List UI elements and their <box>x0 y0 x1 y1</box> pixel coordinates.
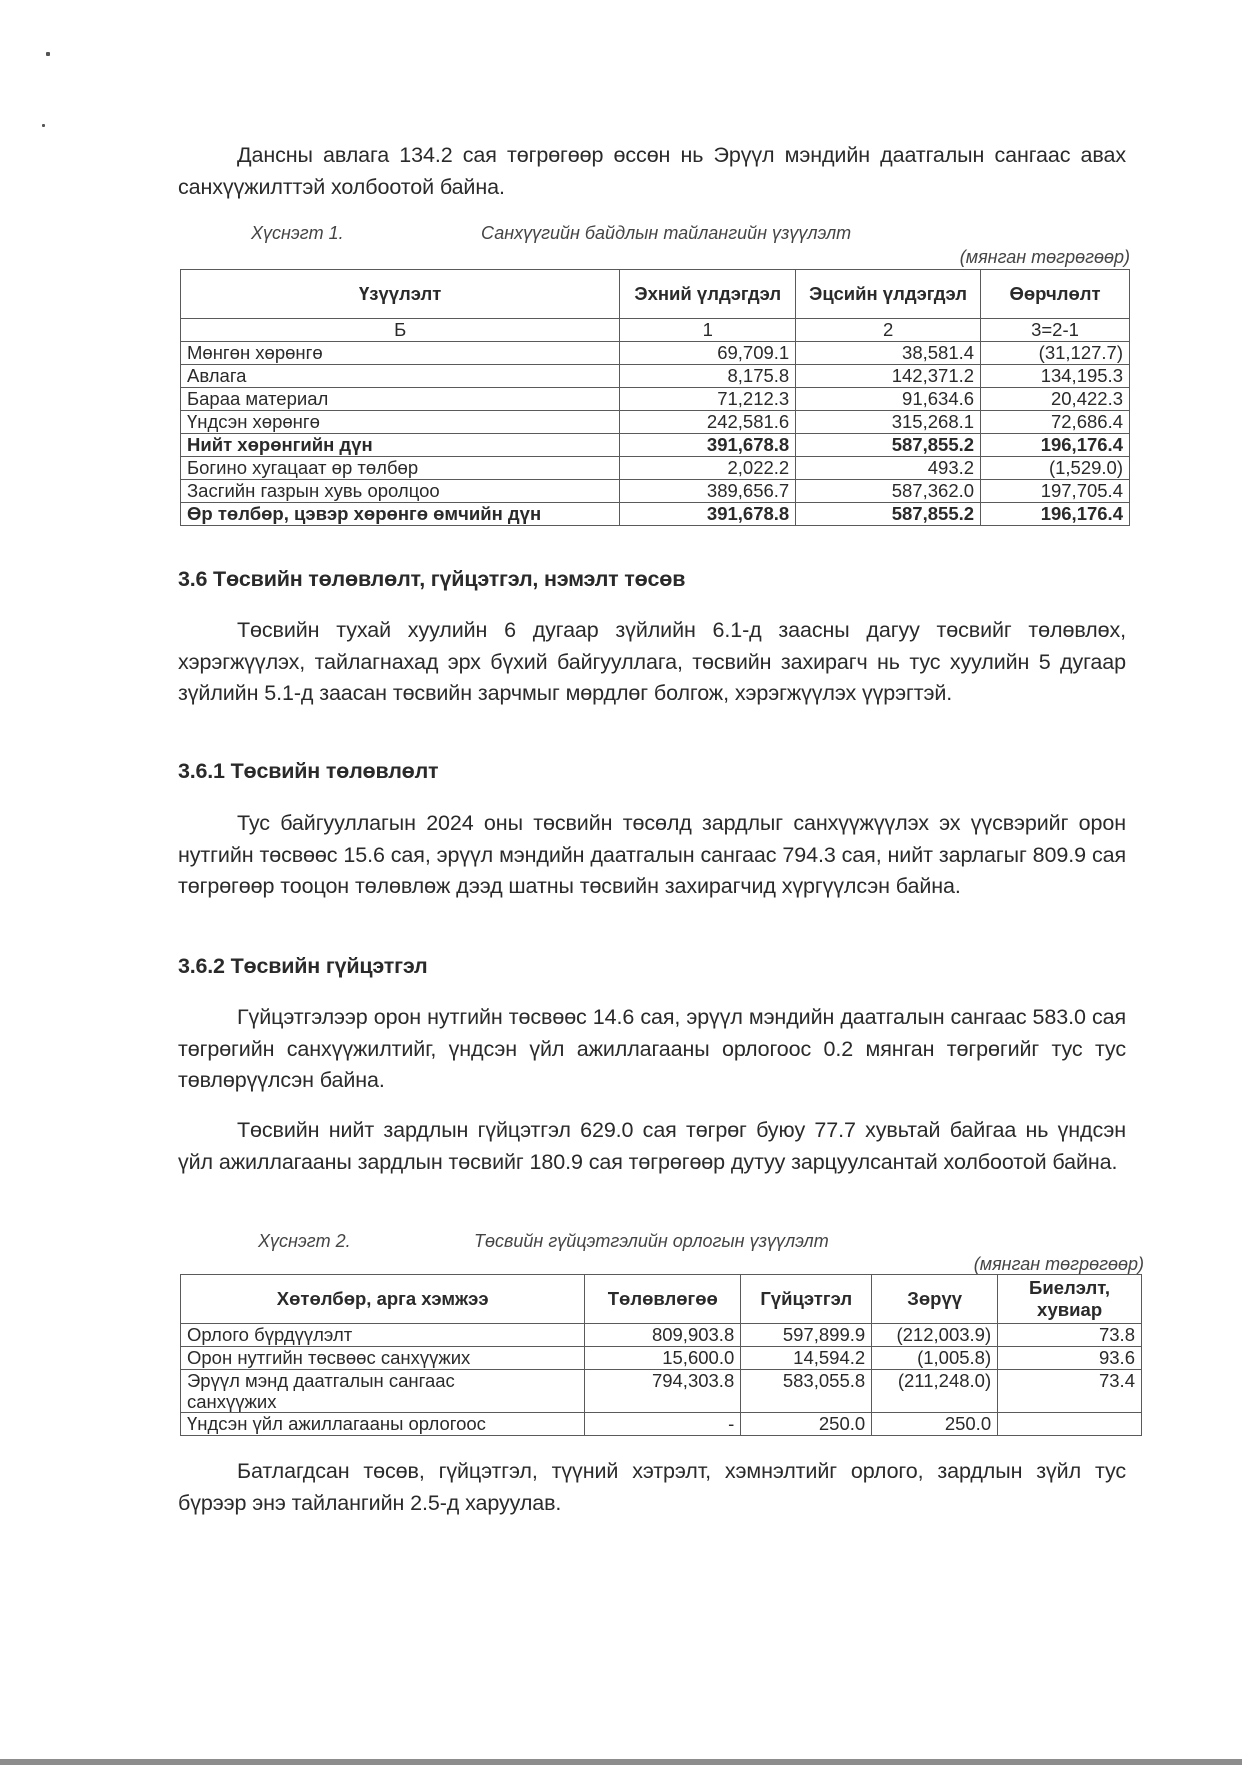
end-value: 587,362.0 <box>796 480 981 503</box>
row-name: Бараа материал <box>181 388 620 411</box>
end-value: 38,581.4 <box>796 342 981 365</box>
row-name: Богино хугацаат өр төлбөр <box>181 457 620 480</box>
closing-paragraph: Батлагдсан төсөв, гүйцэтгэл, түүний хэтрэлт, хэмнэлтийг орлого, зардлын зүйл тус бүрээр энэ тайлангийн 2.5-д харуулав. <box>178 1459 1126 1515</box>
section-3-6-2-paragraph-1: Гүйцэтгэлээр орон нутгийн төсвөөс 14.6 сая, эрүүл мэндийн даатгалын сангаас 583.0 сая төгрөгийн санхүүжилтийг, үндсэн үйл ажиллагааны орлогоос 0.2 мянган төгрөгийг тус тус төвлөрүүлсэн байна. <box>178 1005 1126 1092</box>
end-value: 587,855.2 <box>796 503 981 526</box>
actual-value: 583,055.8 <box>741 1370 872 1413</box>
change-value: 196,176.4 <box>981 503 1130 526</box>
row-name: Засгийн газрын хувь оролцоо <box>181 480 620 503</box>
intro-paragraph: Дансны авлага 134.2 сая төгрөгөөр өссөн нь Эрүүл мэндийн даатгалын сангаас авах санхүүжилттэй холбоотой байна. <box>178 143 1126 199</box>
header-start-balance: Эхний үлдэгдэл <box>620 270 796 319</box>
end-value: 142,371.2 <box>796 365 981 388</box>
section-3-6-paragraph: Төсвийн тухай хуулийн 6 дугаар зүйлийн 6.1-д заасны дагуу төсвийг төлөвлөх, хэрэгжүүлэх, тайлагнахад эрх бүхий байгууллага, төсвийн захирагч нь тус хуулийн 5 дугаар зүйлийн 5.1-д заасан төсвийн зарчмыг мөрдлөг болгож, хэрэгжүүлэх үүрэгтэй. <box>178 618 1126 705</box>
header-plan: Төлөвлөгөө <box>585 1275 741 1324</box>
section-3-6-2-paragraph-2: Төсвийн нийт зардлын гүйцэтгэл 629.0 сая төгрөг буюу 77.7 хувьтай байгаа нь үндсэн үйл ажиллагааны зардлын төсвийг 180.9 сая төгрөгөөр дутуу зарцуулсантай холбоотой байна. <box>178 1118 1126 1174</box>
change-value: (31,127.7) <box>981 342 1130 365</box>
table2-title: Төсвийн гүйцэтгэлийн орлогын үзүүлэлт <box>474 1231 829 1251</box>
table-row <box>181 1324 1142 1347</box>
actual-value: 597,899.9 <box>741 1324 872 1347</box>
end-value: 587,855.2 <box>796 434 981 457</box>
plan-value: - <box>585 1413 741 1436</box>
table-row <box>181 1347 1142 1370</box>
difference-value: 250.0 <box>872 1413 998 1436</box>
row-name: Орлого бүрдүүлэлт <box>181 1324 585 1347</box>
table-header-row <box>181 1275 1142 1324</box>
actual-value: 14,594.2 <box>741 1347 872 1370</box>
section-3-6-2-heading: 3.6.2 Төсвийн гүйцэтгэл <box>178 954 428 978</box>
budget-revenue-table <box>180 1274 1142 1436</box>
table1-label: Хүснэгт 1. <box>251 223 344 243</box>
row-name: Орон нутгийн төсвөөс санхүүжих <box>181 1347 585 1370</box>
start-value: 69,709.1 <box>620 342 796 365</box>
scan-artifact <box>46 52 50 56</box>
header-indicator: Үзүүлэлт <box>181 270 620 319</box>
row-name: Авлага <box>181 365 620 388</box>
table-index-row <box>181 319 1130 342</box>
row-name: Өр төлбөр, цэвэр хөрөнгө өмчийн дүн <box>181 503 620 526</box>
percent-value: 93.6 <box>998 1347 1142 1370</box>
start-value: 391,678.8 <box>620 503 796 526</box>
row-name: Эрүүл мэнд даатгалын сангаас санхүүжих <box>181 1370 585 1413</box>
table-row <box>181 388 1130 411</box>
change-value: 134,195.3 <box>981 365 1130 388</box>
percent-value: 73.8 <box>998 1324 1142 1347</box>
index-cell: 1 <box>620 319 796 342</box>
section-3-6-1-heading: 3.6.1 Төсвийн төлөвлөлт <box>178 759 439 783</box>
plan-value: 15,600.0 <box>585 1347 741 1370</box>
percent-value <box>998 1413 1142 1436</box>
plan-value: 794,303.8 <box>585 1370 741 1413</box>
index-cell: Б <box>181 319 620 342</box>
actual-value: 250.0 <box>741 1413 872 1436</box>
end-value: 315,268.1 <box>796 411 981 434</box>
start-value: 71,212.3 <box>620 388 796 411</box>
header-execution-percent: Биелэлт, хувиар <box>998 1275 1142 1324</box>
section-3-6-1-paragraph: Тус байгууллагын 2024 оны төсвийн төсөлд зардлыг санхүүжүүлэх эх үүсвэрийг орон нутгийн төсвөөс 15.6 сая, эрүүл мэндийн даатгалын сангаас 794.3 сая, нийт зарлагыг 809.9 сая төгрөгөөр тооцон төлөвлөж дээд шатны төсвийн захирагчид хүргүүлсэн байна. <box>178 811 1126 898</box>
table2-unit: (мянган төгрөгөөр) <box>973 1254 1144 1274</box>
start-value: 242,581.6 <box>620 411 796 434</box>
header-difference: Зөрүү <box>872 1275 998 1324</box>
end-value: 493.2 <box>796 457 981 480</box>
financial-position-table <box>180 269 1130 526</box>
difference-value: (1,005.8) <box>872 1347 998 1370</box>
change-value: 197,705.4 <box>981 480 1130 503</box>
header-end-balance: Эцсийн үлдэгдэл <box>796 270 981 319</box>
difference-value: (211,248.0) <box>872 1370 998 1413</box>
change-value: 72,686.4 <box>981 411 1130 434</box>
table-row <box>181 342 1130 365</box>
table2-label: Хүснэгт 2. <box>258 1231 351 1251</box>
table-row <box>181 411 1130 434</box>
plan-value: 809,903.8 <box>585 1324 741 1347</box>
table-row <box>181 1370 1142 1413</box>
start-value: 389,656.7 <box>620 480 796 503</box>
percent-value: 73.4 <box>998 1370 1142 1413</box>
table1-unit: (мянган төгрөгөөр) <box>959 247 1130 267</box>
change-value: 196,176.4 <box>981 434 1130 457</box>
start-value: 8,175.8 <box>620 365 796 388</box>
index-cell: 3=2-1 <box>981 319 1130 342</box>
change-value: (1,529.0) <box>981 457 1130 480</box>
row-name: Үндсэн хөрөнгө <box>181 411 620 434</box>
scan-artifact <box>42 124 45 127</box>
row-name: Мөнгөн хөрөнгө <box>181 342 620 365</box>
table-row <box>181 480 1130 503</box>
table1-title: Санхүүгийн байдлын тайлангийн үзүүлэлт <box>481 223 852 243</box>
table-row <box>181 457 1130 480</box>
header-actual: Гүйцэтгэл <box>741 1275 872 1324</box>
section-3-6-heading: 3.6 Төсвийн төлөвлөлт, гүйцэтгэл, нэмэлт төсөв <box>178 567 686 591</box>
row-name: Үндсэн үйл ажиллагааны орлогоос <box>181 1413 585 1436</box>
change-value: 20,422.3 <box>981 388 1130 411</box>
total-assets-row <box>181 434 1130 457</box>
header-program: Хөтөлбөр, арга хэмжээ <box>181 1275 585 1324</box>
table-row <box>181 365 1130 388</box>
end-value: 91,634.6 <box>796 388 981 411</box>
total-liabilities-equity-row <box>181 503 1130 526</box>
header-change: Өөрчлөлт <box>981 270 1130 319</box>
table-header-row <box>181 270 1130 319</box>
difference-value: (212,003.9) <box>872 1324 998 1347</box>
table-row <box>181 1413 1142 1436</box>
start-value: 391,678.8 <box>620 434 796 457</box>
scan-bottom-edge <box>0 1759 1242 1765</box>
start-value: 2,022.2 <box>620 457 796 480</box>
index-cell: 2 <box>796 319 981 342</box>
row-name: Нийт хөрөнгийн дүн <box>181 434 620 457</box>
